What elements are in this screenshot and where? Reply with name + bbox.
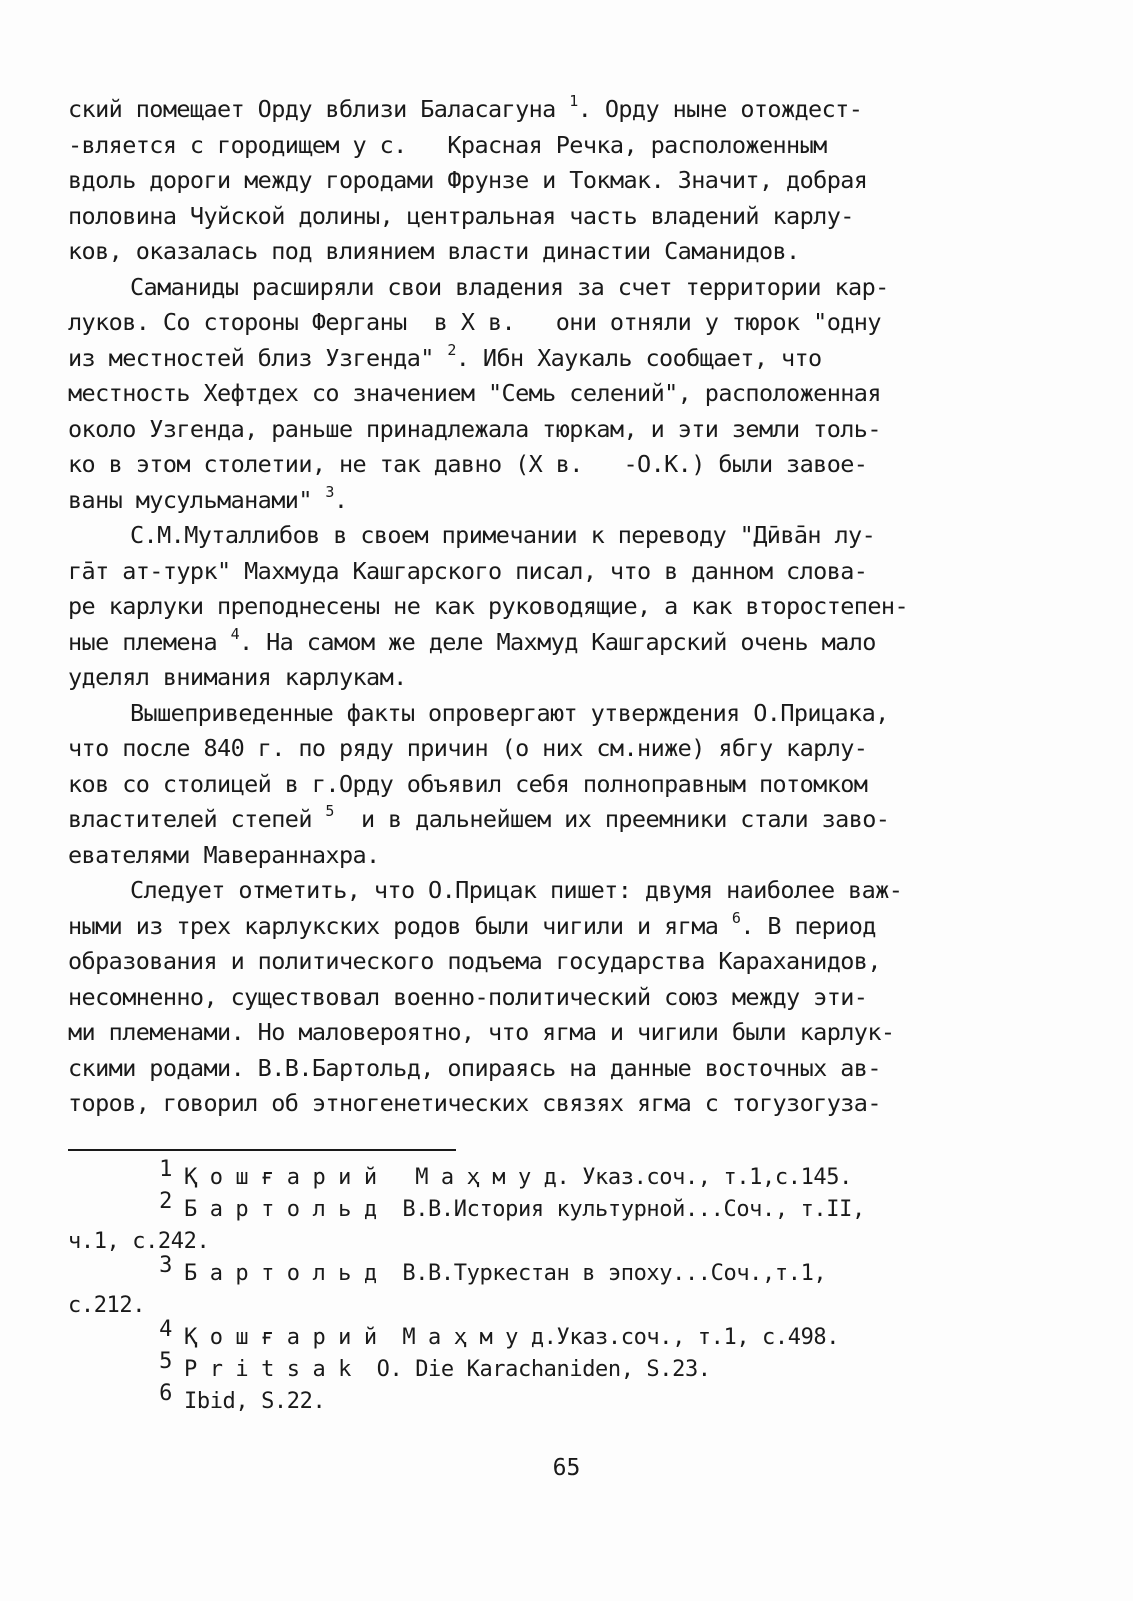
footnote-text: Б а р т о л ь д В.В.Туркестан в эпоху...Соч.,т.1, bbox=[184, 1261, 827, 1286]
text-segment: . Орду ныне отождест- bbox=[577, 95, 863, 123]
text-line bbox=[68, 554, 1058, 590]
footnote-ref: 5 bbox=[325, 802, 334, 820]
footnote bbox=[68, 1381, 1058, 1418]
text-segment: ков со столицей в г.Орду объявил себя полноправным потомком bbox=[68, 769, 868, 798]
text-segment: ми племенами. Но маловероятно, что ягма и чигили были карлук- bbox=[68, 1018, 895, 1046]
text-line bbox=[68, 92, 1058, 128]
text-line bbox=[68, 483, 1058, 519]
footnote-ref: 1 bbox=[569, 92, 578, 110]
text-segment: ными из трех карлукских родов были чигили и ягма bbox=[68, 911, 732, 940]
text-segment: и в дальнейшем их преемники стали заво- bbox=[333, 805, 890, 833]
footnote bbox=[68, 1189, 1058, 1226]
text-line bbox=[68, 909, 1058, 945]
text-segment: ко в этом столетии, не так давно (X в. -О.К.) были завое- bbox=[68, 450, 868, 478]
footnote-number: 4 bbox=[159, 1317, 172, 1342]
text-segment: уделял внимания карлукам. bbox=[68, 663, 407, 691]
text-line bbox=[68, 234, 1058, 270]
text-segment: . В период bbox=[740, 911, 876, 940]
footnote bbox=[68, 1253, 1058, 1290]
footnote-separator bbox=[68, 1149, 456, 1151]
text-segment: вдоль дороги между городами Фрунзе и Токмак. Значит, добрая bbox=[68, 166, 868, 194]
text-segment: . bbox=[333, 485, 348, 514]
footnote-ref: 4 bbox=[230, 624, 240, 643]
text-line bbox=[68, 1051, 1058, 1087]
text-line bbox=[68, 518, 1058, 554]
text-segment: С.М.Муталлибов в своем примечании к переводу "Дӣвāн лу- bbox=[130, 521, 876, 549]
footnote-text: Ibid, S.22. bbox=[184, 1389, 326, 1414]
text-line bbox=[68, 128, 1058, 164]
footnote-text: P r i t s a k O. Die Karachaniden, S.23. bbox=[184, 1357, 711, 1382]
text-segment: ные племена bbox=[68, 627, 231, 656]
footnote-number: 6 bbox=[159, 1381, 172, 1406]
footnote-ref: 3 bbox=[325, 482, 334, 501]
text-segment: местность Хефтдех со значением "Семь селений", расположенная bbox=[68, 379, 881, 407]
text-line bbox=[68, 873, 1058, 909]
text-segment: гāт ат-турк" Махмуда Кашгарского писал, что в данном слова- bbox=[68, 556, 868, 585]
text-segment: около Узгенда, раньше принадлежала тюркам, и эти земли толь- bbox=[68, 414, 881, 443]
footnote-ref: 2 bbox=[447, 340, 456, 359]
text-line bbox=[68, 1015, 1058, 1051]
text-segment: Саманиды расширяли свои владения за счет территории кар- bbox=[130, 272, 889, 301]
text-segment: что после 840 г. по ряду причин (о них см.ниже) ябгу карлу- bbox=[68, 734, 868, 762]
text-line bbox=[68, 767, 1058, 803]
footnote-continuation: ч.1, с.242. bbox=[68, 1229, 210, 1254]
text-segment: евателями Мавераннахра. bbox=[68, 840, 380, 869]
text-segment: скими родами. В.В.Бартольд, опираясь на данные восточных ав- bbox=[68, 1053, 881, 1082]
text-segment: Следует отметить, что О.Прицак пишет: двумя наиболее важ- bbox=[130, 876, 903, 904]
footnotes bbox=[68, 1157, 1058, 1418]
text-line bbox=[68, 625, 1058, 661]
text-segment: . На самом же деле Махмуд Кашгарский очень мало bbox=[239, 627, 876, 656]
footnote-ref: 6 bbox=[731, 908, 741, 927]
text-line bbox=[68, 447, 1058, 483]
text-segment: Вышеприведенные факты опровергают утверждения О.Прицака, bbox=[130, 698, 889, 727]
text-segment: властителей степей bbox=[68, 805, 326, 833]
text-line bbox=[68, 589, 1058, 625]
text-segment: из местностей близ Узгенда" bbox=[68, 343, 448, 372]
footnote-number: 5 bbox=[159, 1349, 172, 1374]
footnote bbox=[68, 1157, 1058, 1194]
footnote-number: 2 bbox=[159, 1189, 172, 1214]
footnote-text: Б а р т о л ь д В.В.История культурной...Соч., т.II, bbox=[184, 1197, 865, 1222]
text-line bbox=[68, 270, 1058, 306]
text-line bbox=[68, 163, 1058, 199]
page-number: 65 bbox=[552, 1455, 581, 1481]
text-line bbox=[68, 1086, 1058, 1122]
text-segment: половина Чуйской долины, центральная часть владений карлу- bbox=[68, 201, 854, 230]
text-line bbox=[68, 341, 1058, 377]
text-line bbox=[68, 696, 1058, 732]
text-line bbox=[68, 199, 1058, 235]
text-segment: . Ибн Хаукаль сообщает, что bbox=[455, 343, 822, 372]
text-segment: ваны мусульманами" bbox=[68, 485, 326, 514]
text-line bbox=[68, 838, 1058, 874]
text-line bbox=[68, 802, 1058, 838]
text-segment: ков, оказалась под влиянием власти династии Саманидов. bbox=[68, 237, 800, 265]
text-line bbox=[68, 731, 1058, 767]
text-segment: торов, говорил об этногенетических связях ягма с тогузогуза- bbox=[68, 1089, 881, 1117]
footnote-number: 3 bbox=[159, 1253, 172, 1278]
text-line bbox=[68, 305, 1058, 341]
text-segment: ский помещает Орду вблизи Баласагуна bbox=[68, 95, 570, 123]
text-segment: луков. Со стороны Ферганы в X в. они отняли у тюрок "одну bbox=[68, 308, 881, 336]
footnote-text: Қ о ш ғ а р и й М а ҳ м у д.Указ.соч., т.1, с.498. bbox=[184, 1325, 840, 1350]
main-text bbox=[68, 92, 1058, 1122]
footnote bbox=[68, 1349, 1058, 1386]
text-segment: образования и политического подъема государства Караханидов, bbox=[68, 947, 881, 975]
footnote bbox=[68, 1317, 1058, 1354]
text-segment: ре карлуки преподнесены не как руководящие, а как второстепен- bbox=[68, 592, 908, 620]
footnote-continuation: с.212. bbox=[68, 1293, 146, 1318]
text-line bbox=[68, 412, 1058, 448]
text-line bbox=[68, 980, 1058, 1016]
text-line bbox=[68, 660, 1058, 696]
footnote-text: Қ о ш ғ а р и й М а ҳ м у д. Указ.соч., т.1,с.145. bbox=[184, 1165, 852, 1190]
text-line bbox=[68, 376, 1058, 412]
text-segment: несомненно, существовал военно-политический союз между эти- bbox=[68, 982, 868, 1011]
footnote-number: 1 bbox=[159, 1157, 172, 1182]
text-line bbox=[68, 944, 1058, 980]
text-segment: -вляется с городищем у с. Красная Речка, расположенным bbox=[68, 130, 827, 159]
